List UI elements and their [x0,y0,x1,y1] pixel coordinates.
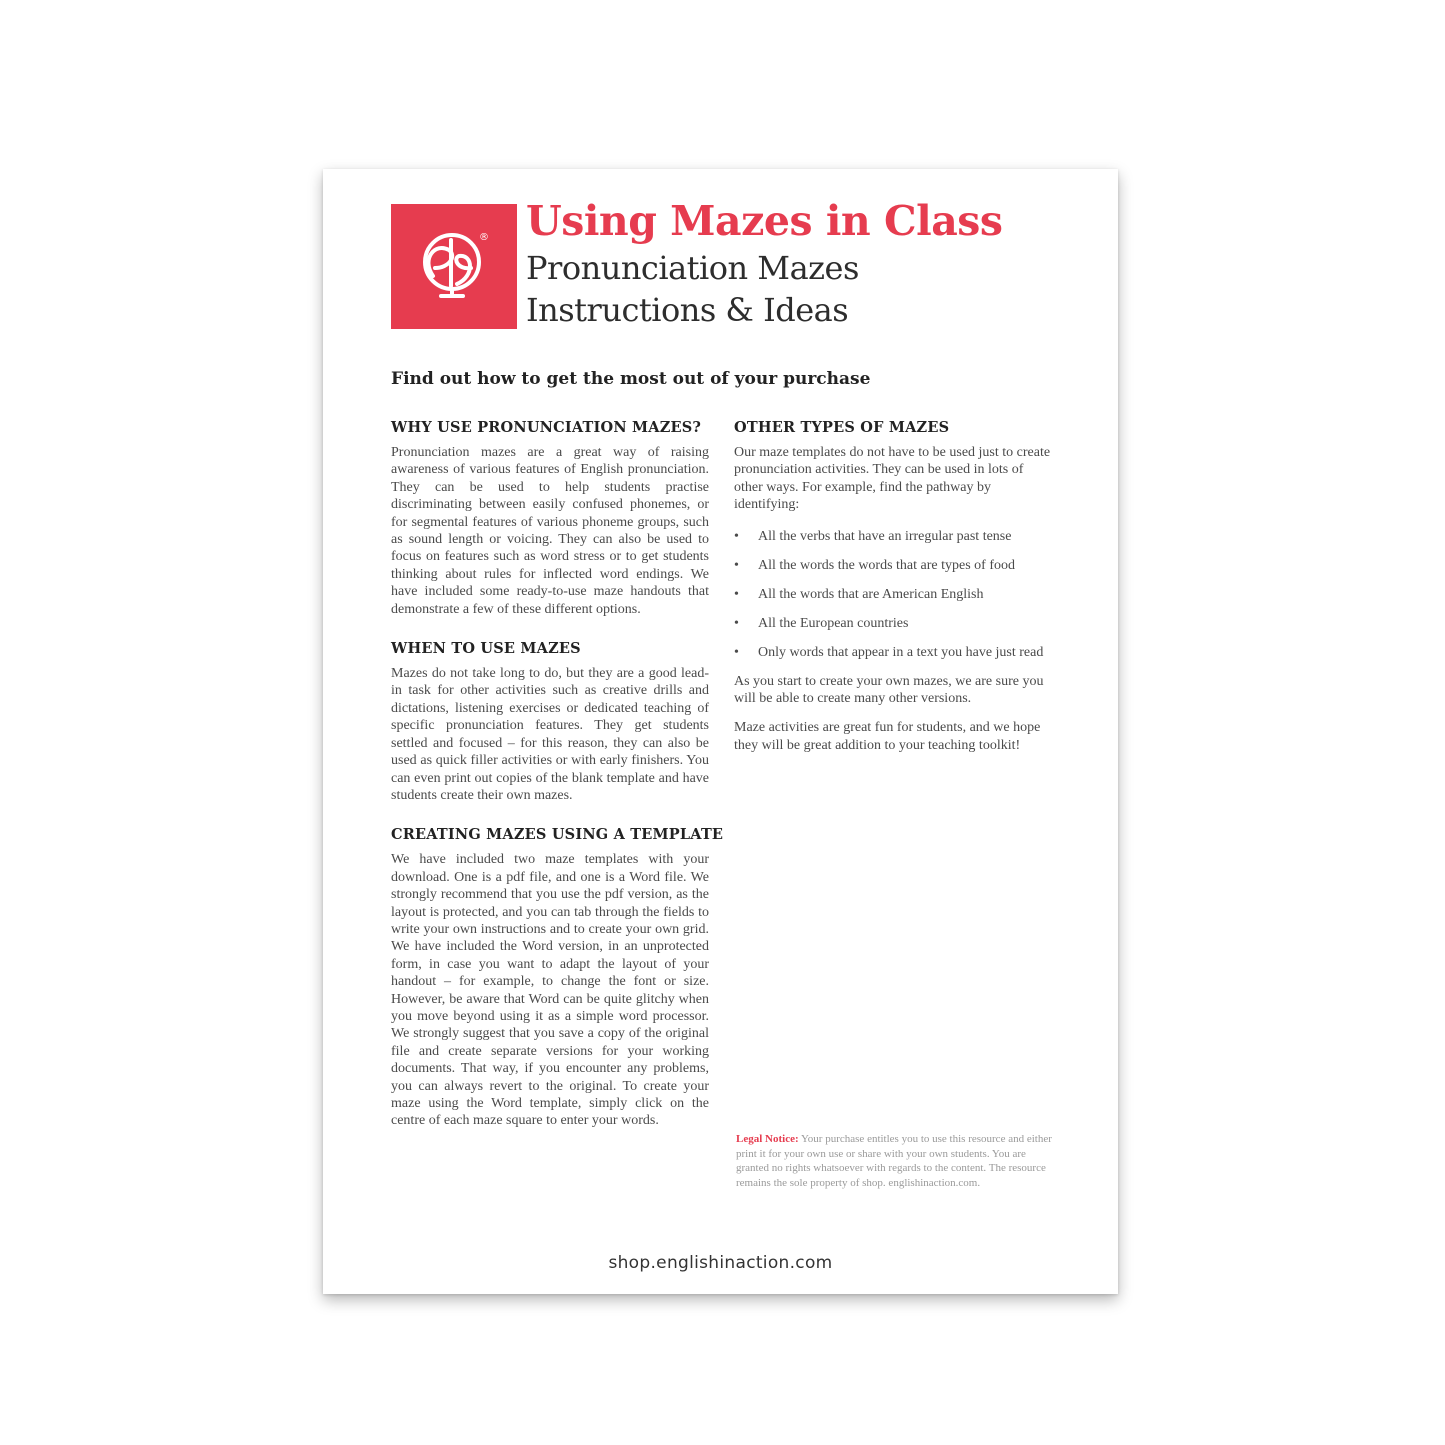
tagline: Find out how to get the most out of your purchase [391,369,871,389]
eia-globe-logo-icon [391,204,517,329]
section-body-why: Pronunciation mazes are a great way of raising awareness of various features of English pronunciation. They can be used to help students practise discriminating between easily confused phonemes, or for segmental features of various phoneme groups, such as sound length or voicing. They can also be used to focus on features such as word stress or to get students thinking about rules for inflected word endings. We have included some ready-to-use maze handouts that demonstrate a few of these different options. [391,445,709,617]
other-types-para-2: As you start to create your own mazes, we are sure you will be able to create many other versions. [734,673,1044,707]
bullet-icon: • [734,557,739,573]
right-column [734,419,1052,754]
page-title: Using Mazes in Class [526,197,1003,245]
bullet-icon: • [734,528,739,544]
document-sheet [323,169,1118,1294]
list-item-text: Only words that appear in a text you have just read [758,644,1044,660]
bullet-icon: • [734,615,739,631]
left-column [391,419,724,1130]
bullet-icon: • [734,644,739,660]
footer-url[interactable]: shop.englishinaction.com [608,1253,833,1273]
legal-notice-text: Your purchase entitles you to use this resource and either print it for your own use or share with your own students. You are granted no rights whatsoever with regards to the content. The resource remains the sole property of shop. englishinaction.com. [736,1133,1052,1189]
other-types-para-3: Maze activities are great fun for students, and we hope they will be great addition to your teaching toolkit! [734,720,1041,753]
subtitle-line-1: Pronunciation Mazes [526,249,859,287]
list-item [734,586,1052,603]
list-item [734,644,1052,661]
list-item-text: All the words the words that are types of food [758,557,1015,573]
list-item [734,528,1052,545]
bullet-icon: • [734,586,739,602]
section-heading-creating: CREATING MAZES USING A TEMPLATE [391,826,724,844]
section-heading-when: WHEN TO USE MAZES [391,640,581,658]
pathway-list [734,528,1052,661]
list-item-text: All the verbs that have an irregular past tense [758,528,1012,544]
legal-notice-label: Legal Notice: [736,1133,799,1145]
section-heading-why: WHY USE PRONUNCIATION MAZES? [391,419,702,436]
section-body-when: Mazes do not take long to do, but they are a good lead-in task for other activities such as creative drills and dictations, listening exercises or dedicated teaching of specific pronunciation features. They get students settled and focused – for this reason, they can also be used as quick filler activities or with early finishers. You can even print out copies of the blank template and have students create their own mazes. [391,666,709,803]
list-item [734,557,1052,574]
brand-logo [391,204,517,329]
subtitle-line-2: Instructions & Ideas [526,291,849,329]
list-item-text: All the words that are American English [758,586,984,602]
other-types-intro: Our maze templates do not have to be used just to create pronunciation activities. They can be used in lots of other ways. For example, find the pathway by identifying: [734,445,1051,513]
list-item [734,615,1052,632]
registered-mark: ® [479,232,489,243]
legal-notice [736,1132,1052,1190]
section-body-creating: We have included two maze templates with your download. One is a pdf file, and one is a Word file. We strongly recommend that you use the pdf version, as the layout is protected, and you can tab through the fields to write your own instructions and to create your own grid. We have included the Word version, in an unprotected form, in case you want to adapt the layout of your handout – for example, to change the font or size. However, be aware that Word can be quite glitchy when you move beyond using it as a simple word processor. We strongly suggest that you save a copy of the original file and create separate versions for your working documents. That way, if you encounter any problems, you can always revert to the original. To create your maze using the Word template, simply click on the centre of each maze square to enter your words. [391,852,709,1129]
section-heading-other-types: OTHER TYPES OF MAZES [734,419,950,436]
list-item-text: All the European countries [758,615,909,631]
